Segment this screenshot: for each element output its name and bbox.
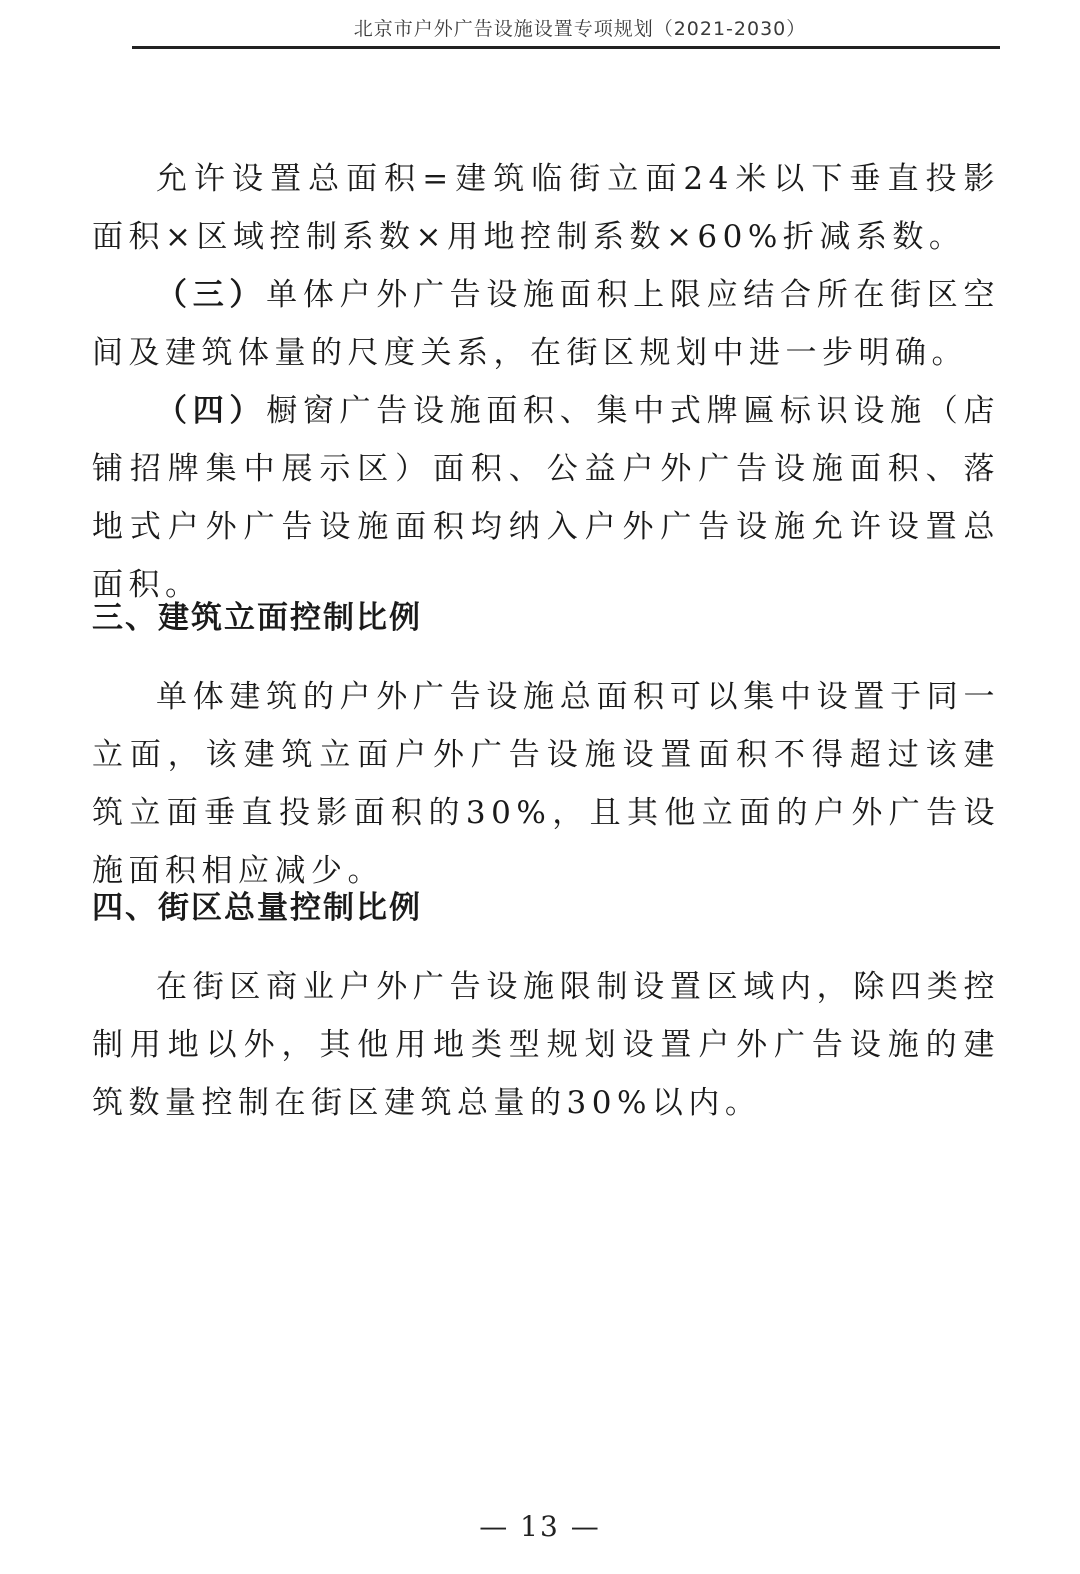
section-4-paragraph: 在街区商业户外广告设施限制设置区域内，除四类控制用地以外，其他用地类型规划设置户外广告设施的建筑数量控制在街区建筑总量的30%以内。	[92, 969, 1000, 1121]
item-3-label: （三）	[156, 277, 267, 313]
page-number: — 13 —	[479, 1510, 601, 1543]
item-3-paragraph	[92, 266, 1000, 382]
item-4-label: （四）	[156, 393, 267, 429]
header-divider	[132, 46, 1000, 49]
section-3-paragraph: 单体建筑的户外广告设施总面积可以集中设置于同一立面，该建筑立面户外广告设施设置面积不得超过该建筑立面垂直投影面积的30%，且其他立面的户外广告设施面积相应减少。	[92, 679, 1000, 889]
document-header-title: 北京市户外广告设施设置专项规划（2021-2030）	[353, 18, 807, 40]
section-3-heading: 三、建筑立面控制比例	[92, 600, 422, 636]
item-4-paragraph	[92, 382, 1000, 614]
formula-paragraph: 允许设置总面积=建筑临街立面24米以下垂直投影面积×区域控制系数×用地控制系数×60%折减系数。	[92, 161, 1000, 255]
item-3-text: 单体户外广告设施面积上限应结合所在街区空间及建筑体量的尺度关系，在街区规划中进一步明确。	[92, 277, 1001, 371]
section-4-heading: 四、街区总量控制比例	[92, 890, 422, 926]
item-4-text: 橱窗广告设施面积、集中式牌匾标识设施（店铺招牌集中展示区）面积、公益户外广告设施面积、落地式户外广告设施面积均纳入户外广告设施允许设置总面积。	[92, 393, 1001, 603]
